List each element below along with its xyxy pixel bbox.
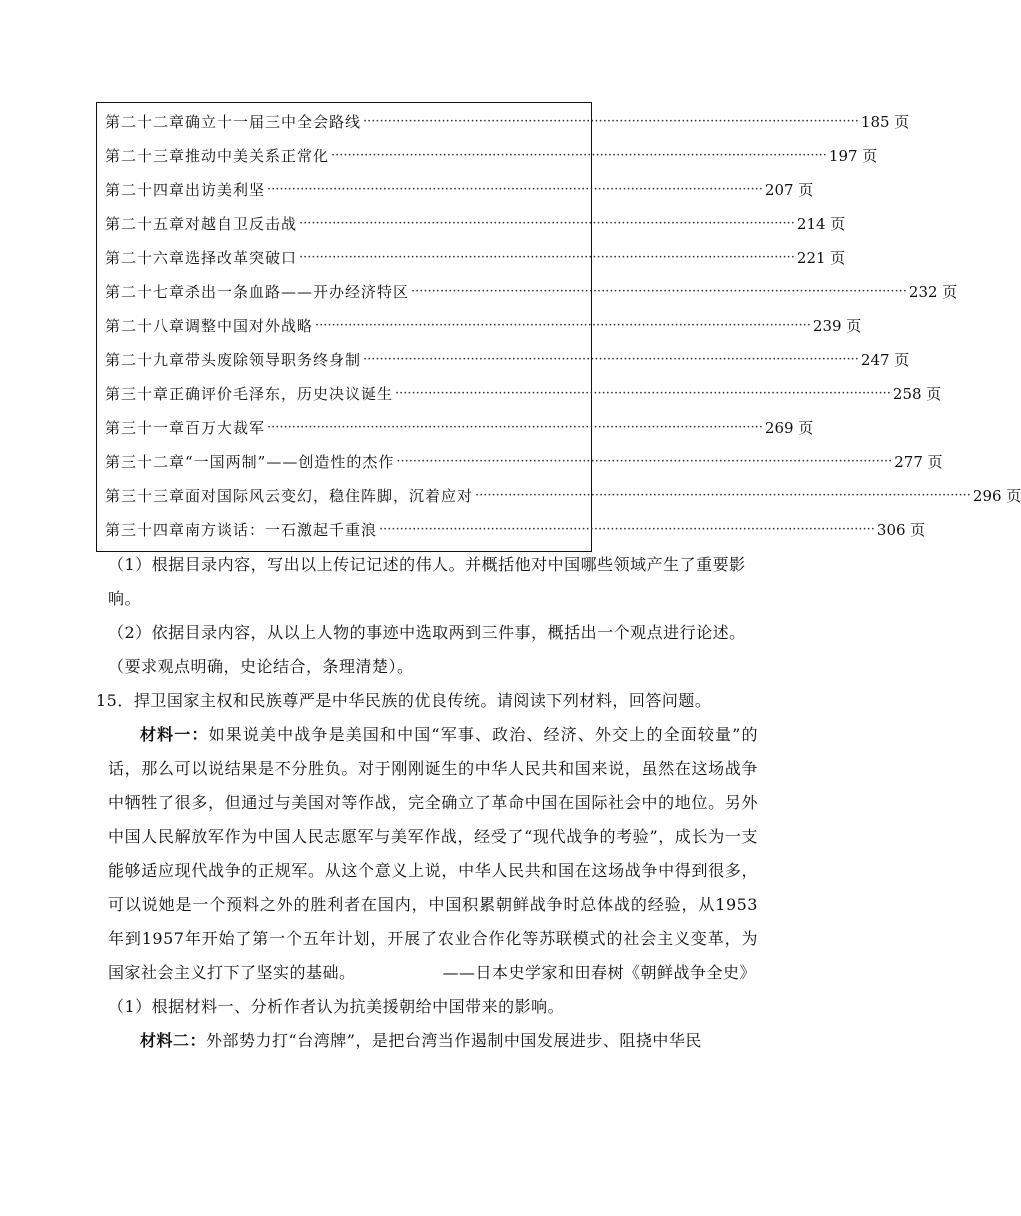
toc-entry-page: 221 页 xyxy=(796,249,846,267)
toc-entry xyxy=(105,482,1021,510)
toc-entry xyxy=(105,448,943,476)
toc-entry-page: 232 页 xyxy=(908,283,958,301)
toc-entry xyxy=(105,210,846,238)
material-2 xyxy=(108,1024,758,1058)
question-2: （2）依据目录内容，从以上人物的事迹中选取两到三件事，概括出一个观点进行论述。（要求观点明确，史论结合，条理清楚）。 xyxy=(108,623,746,676)
toc-leader-dots: ························································································································ xyxy=(267,182,763,197)
material-1-label: 材料一： xyxy=(140,725,209,744)
material-2-text: 外部势力打“台湾牌”，是把台湾当作遏制中国发展进步、阻挠中华民 xyxy=(206,1031,702,1050)
toc-entry-page: 277 页 xyxy=(894,453,943,471)
toc-entry-title: 第二十六章选择改革突破口 xyxy=(105,249,298,267)
question-15: 15．捍卫国家主权和民族尊严是中华民族的优良传统。请阅读下列材料，回答问题。 xyxy=(96,691,712,710)
toc-entry-title: 第三十章正确评价毛泽东，历史决议诞生 xyxy=(105,385,394,403)
toc-leader-dots: ························································································································ xyxy=(299,216,795,231)
toc-entry xyxy=(105,176,814,204)
toc-entry xyxy=(105,312,862,340)
toc-entry-page: 214 页 xyxy=(796,215,846,233)
toc-entry-title: 第二十七章杀出一条血路——开办经济特区 xyxy=(105,283,410,301)
toc-leader-dots: ························································································································ xyxy=(299,250,795,265)
toc-entry xyxy=(105,380,942,408)
toc-leader-dots: ························································································································ xyxy=(379,522,875,537)
toc-entry xyxy=(105,516,926,544)
toc-entry xyxy=(105,346,910,374)
question-1: （1）根据目录内容，写出以上传记记述的伟人。并概括他对中国哪些领域产生了重要影响。 xyxy=(108,555,746,608)
toc-entry-title: 第三十一章百万大裁军 xyxy=(105,419,266,437)
toc-leader-dots: ························································································································ xyxy=(396,454,893,469)
toc-entry xyxy=(105,108,910,136)
toc-entry-title: 第二十四章出访美利坚 xyxy=(105,181,266,199)
question-15-1: （1）根据材料一、分析作者认为抗美援朝给中国带来的影响。 xyxy=(108,997,565,1016)
toc-entry-title: 第二十三章推动中美关系正常化 xyxy=(105,147,330,165)
toc-leader-dots: ························································································································ xyxy=(267,420,763,435)
toc-entry xyxy=(105,278,958,306)
toc-entry-page: 306 页 xyxy=(876,521,926,539)
toc-entry-page: 296 页 xyxy=(972,487,1021,505)
table-of-contents xyxy=(96,102,1021,552)
toc-entry xyxy=(105,244,846,272)
toc-leader-dots: ························································································································ xyxy=(363,114,859,129)
toc-entry-page: 258 页 xyxy=(892,385,942,403)
material-1 xyxy=(108,718,758,990)
toc-entry xyxy=(105,414,814,442)
toc-entry-page: 269 页 xyxy=(764,419,814,437)
material-2-label: 材料二： xyxy=(140,1031,207,1050)
toc-leader-dots: ························································································································ xyxy=(331,148,827,163)
toc-leader-dots: ························································································································ xyxy=(475,488,971,503)
toc-entry-page: 197 页 xyxy=(828,147,878,165)
toc-leader-dots: ························································································································ xyxy=(411,284,907,299)
toc-entry-title: 第三十四章南方谈话：一石激起千重浪 xyxy=(105,521,378,539)
toc-entry-page: 207 页 xyxy=(764,181,814,199)
toc-entry xyxy=(105,142,878,170)
toc-entry-title: 第三十三章面对国际风云变幻，稳住阵脚，沉着应对 xyxy=(105,487,474,505)
toc-leader-dots: ························································································································ xyxy=(395,386,891,401)
toc-entry-title: 第二十九章带头废除领导职务终身制 xyxy=(105,351,362,369)
toc-entry-page: 185 页 xyxy=(860,113,910,131)
toc-entry-title: 第三十二章“一国两制”——创造性的杰作 xyxy=(105,453,395,471)
toc-entry-title: 第二十八章调整中国对外战略 xyxy=(105,317,314,335)
toc-entry-title: 第二十五章对越自卫反击战 xyxy=(105,215,298,233)
toc-entry-page: 247 页 xyxy=(860,351,910,369)
material-1-text: 如果说美中战争是美国和中国“军事、政治、经济、外交上的全面较量”的话，那么可以说结果是不分胜负。对于刚刚诞生的中华人民共和国来说，虽然在这场战争中牺牲了很多，但通过与美国对等作战，完全确立了革命中国在国际社会中的地位。另外中国人民解放军作为中国人民志愿军与美军作战，经受了“现代战争的考验”，成长为一支能够适应现代战争的正规军。从这个意义上说，中华人民共和国在这场战争中得到很多，可以说她是一个预料之外的胜利者在国内，中国积累朝鲜战争时总体战的经验，从1953年到1957年开始了第一个五年计划，开展了农业合作化等苏联模式的社会主义变革，为国家社会主义打下了坚实的基础。 xyxy=(108,725,758,982)
toc-entry-title: 第二十二章确立十一届三中全会路线 xyxy=(105,113,362,131)
toc-leader-dots: ························································································································ xyxy=(363,352,859,367)
toc-leader-dots: ························································································································ xyxy=(315,318,811,333)
material-1-source: ——日本史学家和田春树《朝鲜战争全史》 xyxy=(442,963,756,982)
toc-entry-page: 239 页 xyxy=(812,317,862,335)
